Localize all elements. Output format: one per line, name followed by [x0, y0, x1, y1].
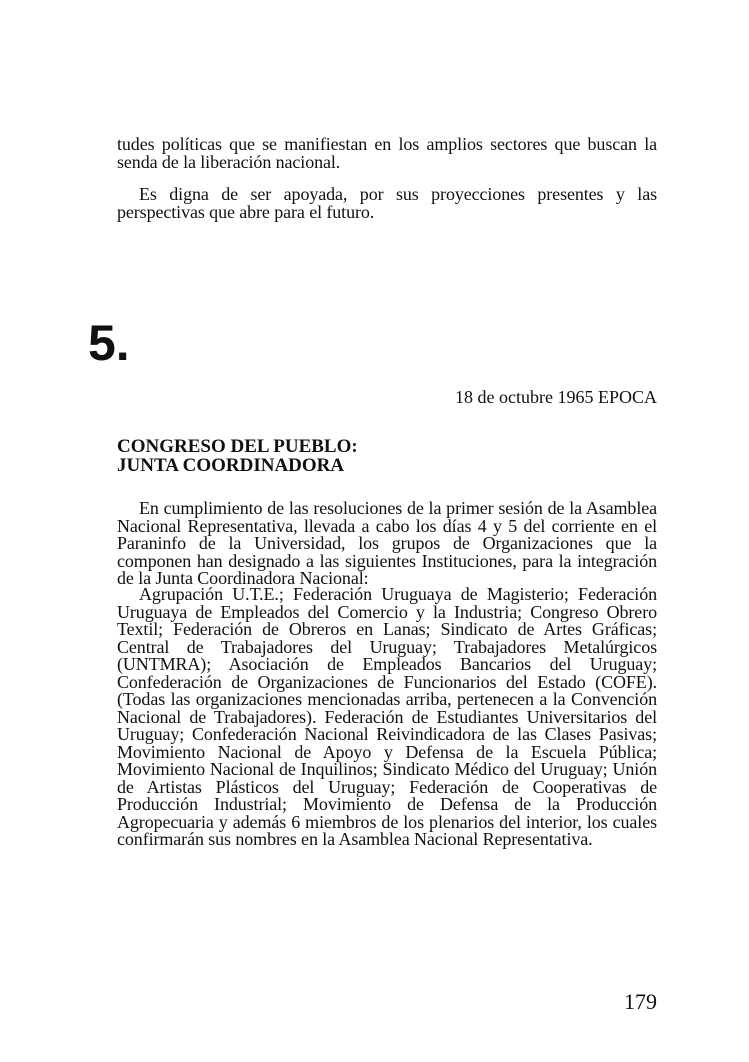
paragraph-organizations: Agrupación U.T.E.; Federación Uruguaya de Magisterio; Federación Uruguaya de Empleados del Comercio y la Industria; Congreso Obrero Textil; Federación de Obreros en Lanas; Sindicato de Artes Gráficas; Central de Trabajadores del Uruguay; Trabajadores Metalúrgicos (UNTMRA); Asociación de Empleados Bancarios del Uruguay; Confederación de Organizaciones de Funcionarios del Estado (COFE). (Todas las organizaciones mencionadas arriba, pertenecen a la Convención Nacional de Trabajadores). Federación de Estudiantes Universitarios del Uruguay; Confederación Nacional Reivindicadora de las Clases Pasivas; Movimiento Nacional de Apoyo y Defensa de la Escuela Pública; Movimiento Nacional de Inquilinos; Sindicato Médico del Uruguay; Unión de Artistas Plásticos del Uruguay; Federación de Cooperativas de Producción Industrial; Movimiento de Defensa de la Producción Agropecuaria y además 6 miembros de los plenarios del interior, los cuales confirmarán sus nombres en la Asamblea Nacional Representativa. — [117, 584, 657, 849]
section-heading — [117, 437, 517, 475]
section-number: 5. — [88, 315, 130, 371]
page-number: 179 — [624, 989, 657, 1014]
paragraph-support: Es digna de ser apoyada, por sus proyecciones presentes y las perspectivas que abre para el futuro. — [117, 184, 657, 222]
date-source-line: 18 de octubre 1965 EPOCA — [455, 387, 657, 407]
paragraph-continuation: tudes políticas que se manifiestan en los amplios sectores que buscan la senda de la liberación nacional. — [117, 134, 657, 172]
paragraph-resolutions: En cumplimiento de las resoluciones de la primer sesión de la Asamblea Nacional Representativa, llevada a cabo los días 4 y 5 del corriente en el Paraninfo de la Universidad, los grupos de Organizaciones que la componen han designado a las siguientes Instituciones, para la integración de la Junta Coordinadora Nacional: — [117, 498, 657, 588]
heading-line-2: JUNTA COORDINADORA — [117, 455, 345, 476]
heading-line-1: CONGRESO DEL PUEBLO: — [117, 436, 358, 457]
